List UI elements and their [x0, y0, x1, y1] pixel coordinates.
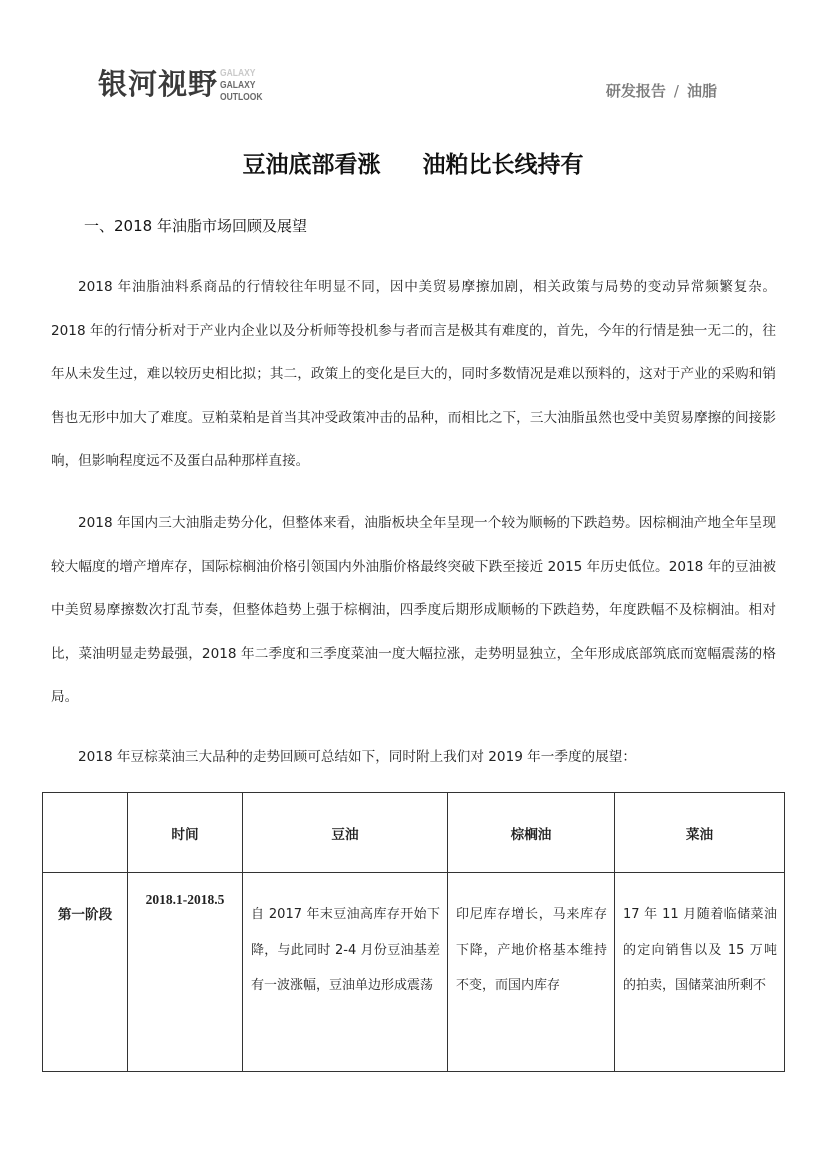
table-header-rapeseed-oil: 菜油	[615, 793, 785, 873]
table-header-palm-oil: 棕榈油	[448, 793, 615, 873]
page-title	[0, 146, 826, 179]
table-header-stage	[43, 793, 128, 873]
title-left: 豆油底部看涨	[242, 152, 381, 178]
table-header-time: 时间	[128, 793, 243, 873]
logo-english-line: GALAXY	[220, 68, 256, 79]
paragraph-3: 2018 年豆棕菜油三大品种的走势回顾可总结如下，同时附上我们对 2019 年一季度的展望：	[78, 749, 636, 765]
stage-cell: 第一阶段	[43, 873, 128, 1072]
paragraph-1: 2018 年油脂油料系商品的行情较往年明显不同，因中美贸易摩擦加剧，相关政策与局势的变动异常频繁复杂。2018 年的行情分析对于产业内企业以及分析师等投机参与者而言是极其有难度的，首先，今年的行情是独一无二的，往年从未发生过，难以较历史相比拟；其二，政策上的变化是巨大的，同时多数情况是难以预料的，这对于产业的采购和销售也无形中加大了难度。豆粕菜粕是首当其冲受政策冲击的品种，而相比之下，三大油脂虽然也受中美贸易摩擦的间接影响，但影响程度远不及蛋白品种那样直接。	[51, 279, 776, 469]
report-type: 研发报告	[605, 82, 666, 100]
table-header-row	[43, 793, 785, 873]
logo-english-line: GALAXY	[220, 80, 256, 91]
report-commodity: 油脂	[686, 82, 717, 100]
report-category	[606, 80, 717, 101]
logo-chinese: 银河视野	[98, 67, 219, 101]
title-right: 油粕比长线持有	[422, 152, 584, 178]
period-cell: 2018.1-2018.5	[128, 873, 243, 1072]
review-table	[42, 792, 785, 1072]
logo-english	[220, 68, 263, 104]
section-heading: 一、2018 年油脂市场回顾及展望	[84, 217, 307, 235]
soybean-oil-cell: 自 2017 年末豆油高库存开始下降，与此同时 2-4 月份豆油基差有一波涨幅，豆油单边形成震荡	[243, 873, 448, 1072]
palm-oil-cell: 印尼库存增长，马来库存下降，产地价格基本维持不变，而国内库存	[448, 873, 615, 1072]
rapeseed-oil-cell: 17 年 11 月随着临储菜油的定向销售以及 15 万吨的拍卖，国储菜油所剩不	[615, 873, 785, 1072]
category-separator: /	[673, 82, 679, 100]
paragraph-2: 2018 年国内三大油脂走势分化，但整体来看，油脂板块全年呈现一个较为顺畅的下跌趋势。因棕榈油产地全年呈现较大幅度的增产增库存，国际棕榈油价格引领国内外油脂价格最终突破下跌至接近 2015 年历史低位。2018 年的豆油被中美贸易摩擦数次打乱节奏，但整体趋势上强于棕榈油，四季度后期形成顺畅的下跌趋势，年度跌幅不及棕榈油。相对比，菜油明显走势最强，2018 年二季度和三季度菜油一度大幅拉涨，走势明显独立，全年形成底部筑底而宽幅震荡的格局。	[51, 515, 776, 705]
table-row	[43, 873, 785, 1072]
table-header-soybean-oil: 豆油	[243, 793, 448, 873]
logo-english-line: OUTLOOK	[220, 92, 263, 103]
